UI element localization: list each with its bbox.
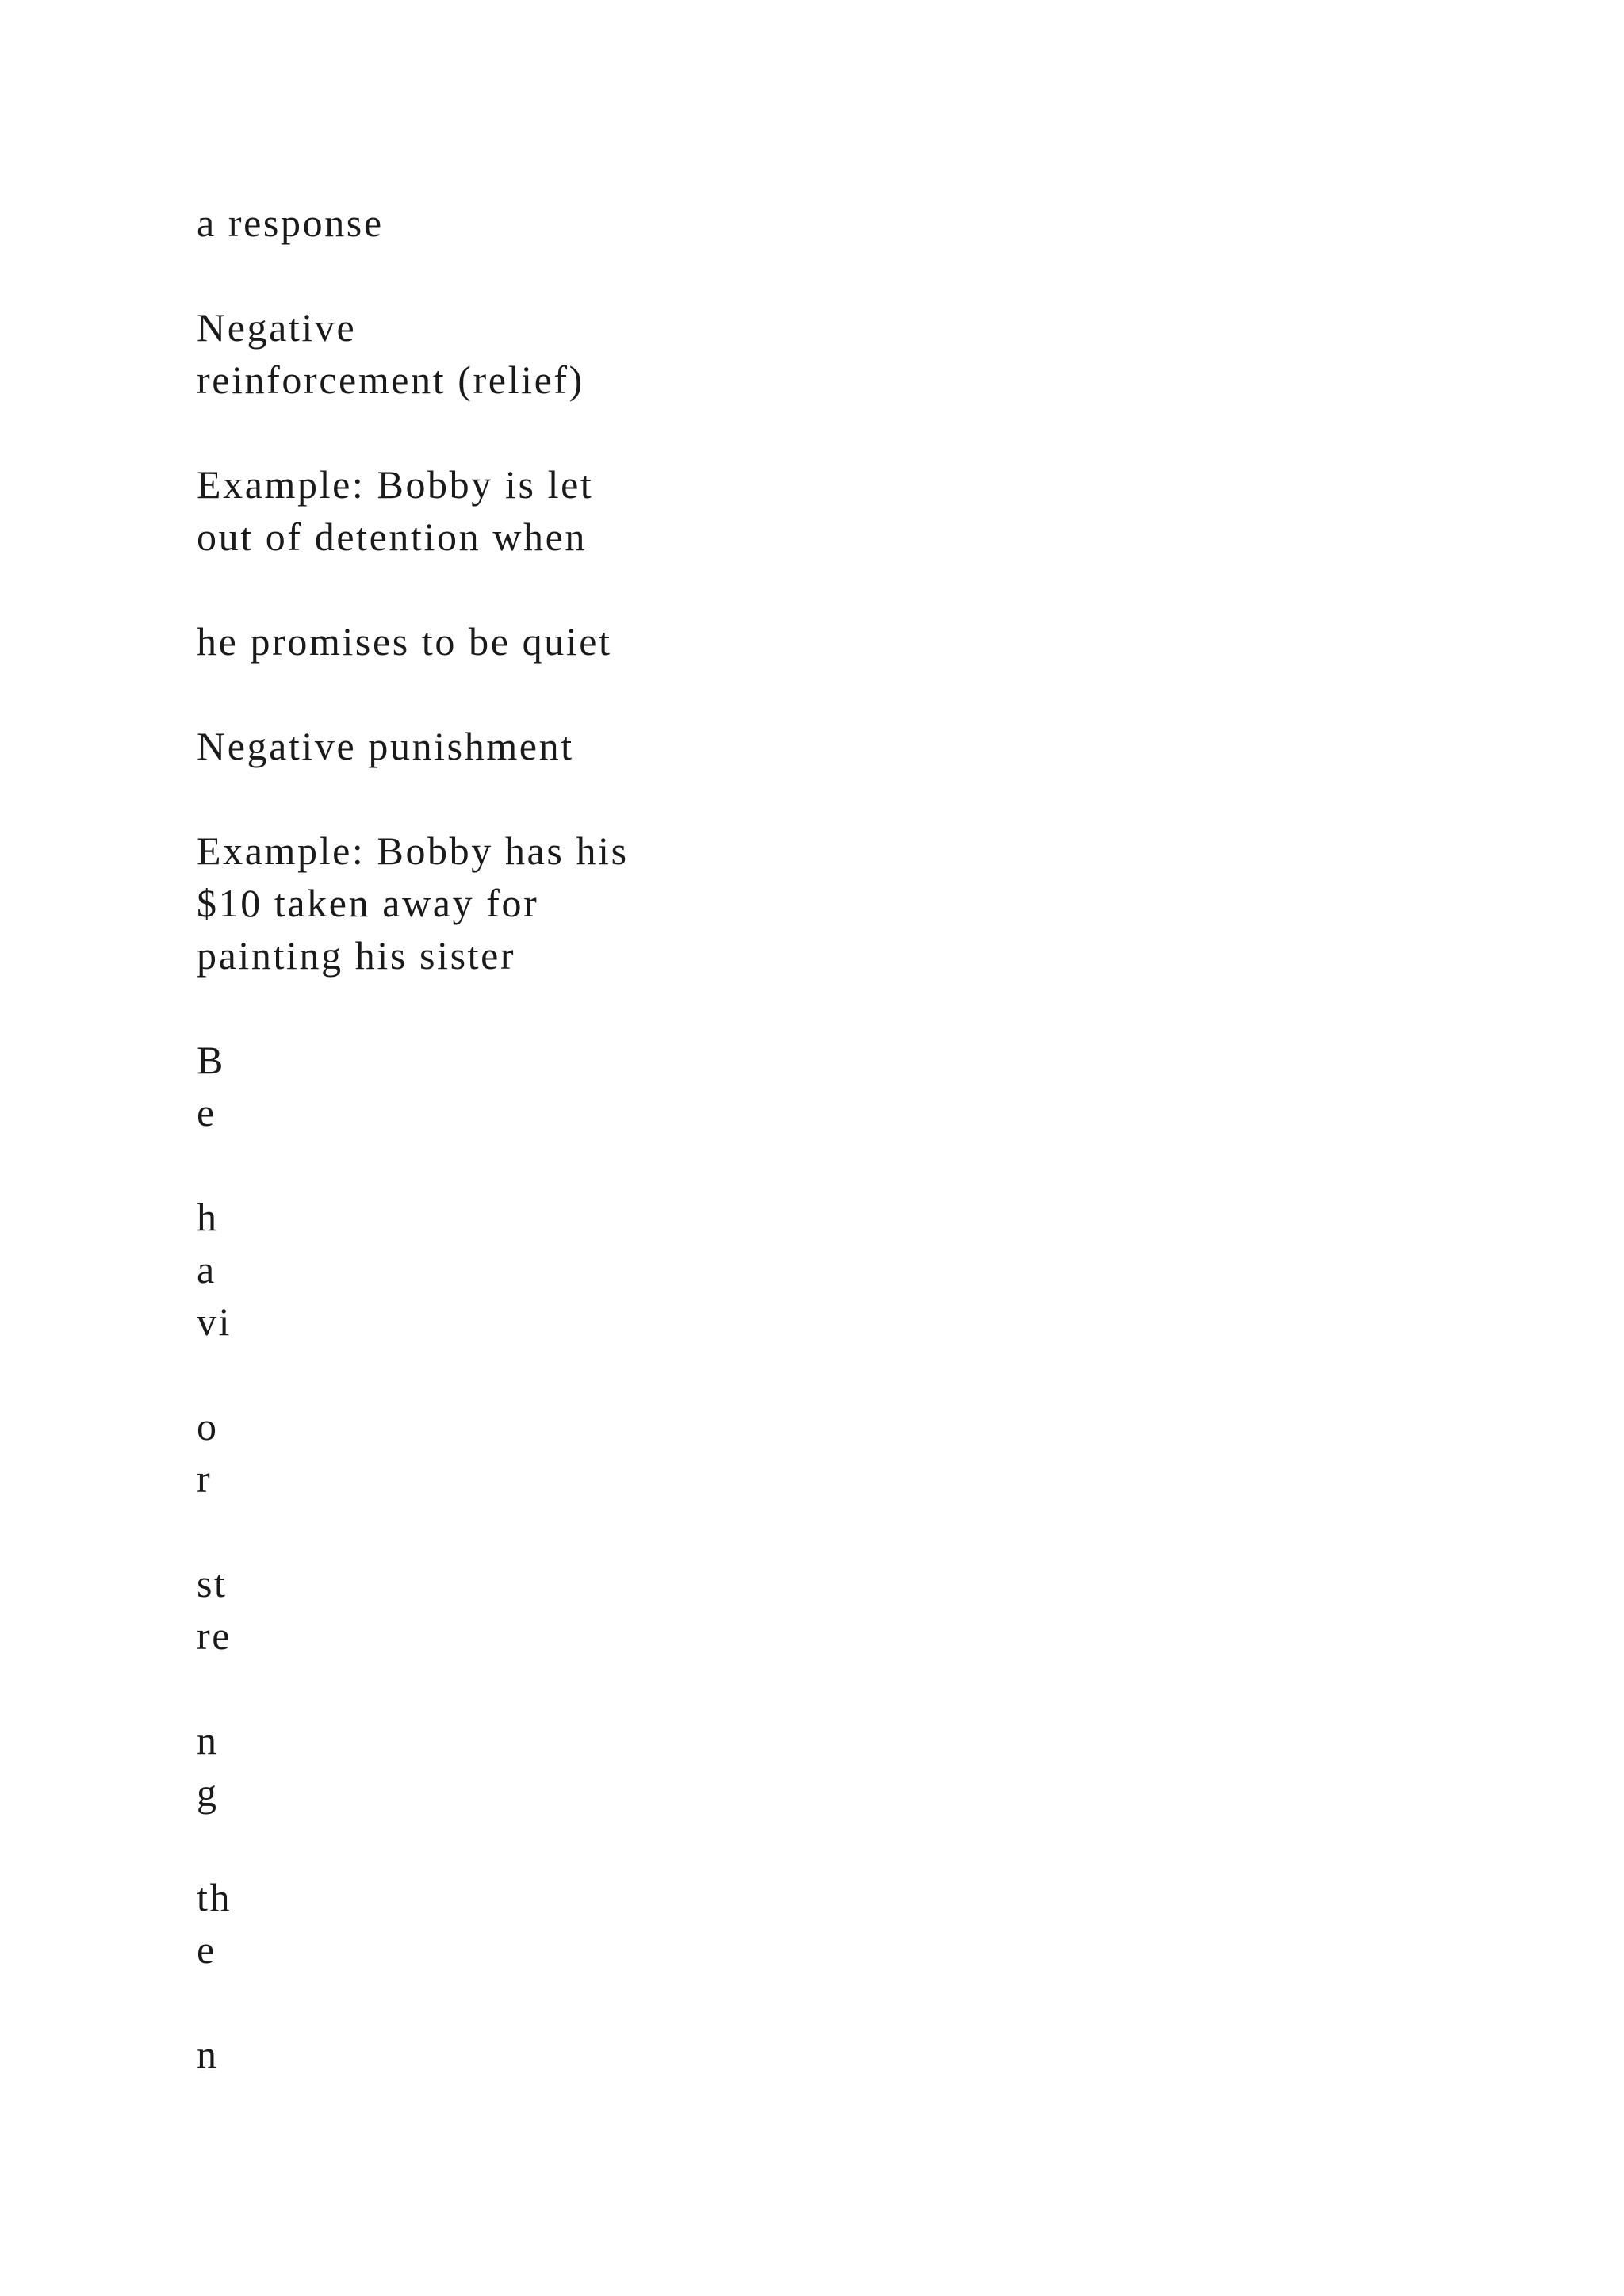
text-line: h	[197, 1195, 219, 1239]
text-line: n	[197, 1718, 219, 1762]
text-line: a	[197, 1247, 216, 1292]
text-line: painting his sister	[197, 933, 516, 978]
text-line: B	[197, 1038, 225, 1082]
text-line: out of detention when	[197, 515, 588, 559]
text-line: reinforcement (relief)	[197, 358, 584, 402]
text-line: e	[197, 1090, 216, 1135]
text-line: re	[197, 1613, 232, 1658]
text-line: th	[197, 1875, 232, 1919]
text-line: st	[197, 1561, 228, 1605]
text-line: Negative	[197, 305, 357, 350]
text-line: Negative punishment	[197, 724, 574, 768]
text-line: e	[197, 1927, 216, 1972]
text-line: a response	[197, 201, 384, 245]
text-line: n	[197, 2032, 219, 2076]
text-line: g	[197, 1770, 219, 1815]
text-line: o	[197, 1404, 219, 1448]
text-line: $10 taken away for	[197, 881, 539, 925]
text-line: vi	[197, 1299, 232, 1344]
text-line: Example: Bobby has his	[197, 828, 629, 873]
text-line: he promises to be quiet	[197, 619, 612, 664]
text-line: r	[197, 1456, 213, 1501]
text-line: Example: Bobby is let	[197, 462, 594, 507]
